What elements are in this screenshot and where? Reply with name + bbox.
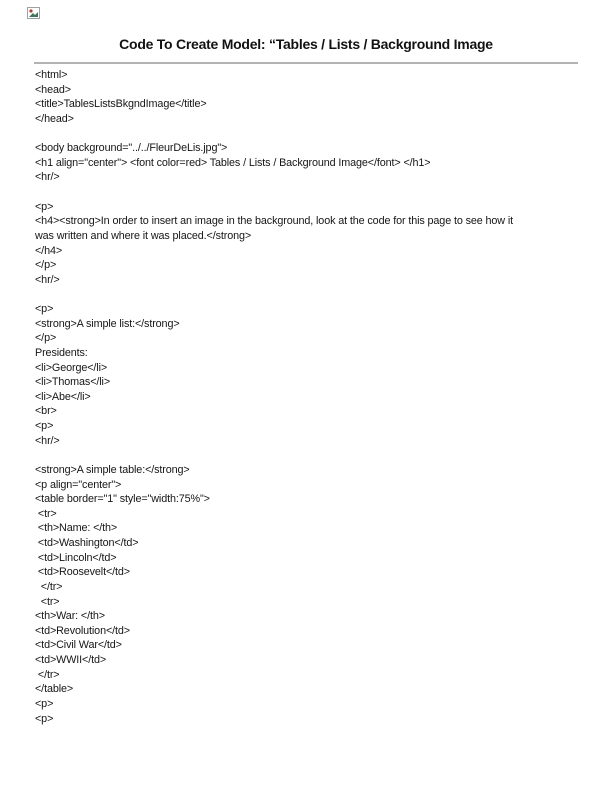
code-line: <table border="1" style="width:75%"> [35,493,210,506]
code-line: <tr> [35,595,60,608]
code-line: <body background="../../FleurDeLis.jpg"> [35,142,228,155]
code-line [35,287,600,302]
code-line: <hr/> [35,434,60,447]
code-line: <h4><strong>In order to insert an image in the background, look at the code for this page to see how it [35,215,514,228]
code-line [35,185,600,200]
page-title: Code To Create Model: “Tables / Lists / Background Image [119,36,493,52]
code-line: <strong>A simple list:</strong> [35,317,180,330]
code-line: </p> [35,332,57,345]
code-line: </head> [35,112,74,125]
code-line: <td>Washington</td> [35,537,139,549]
title-divider [34,62,578,64]
code-line: <strong>A simple table:</strong> [35,463,190,476]
code-line: </tr> [35,580,63,593]
code-line: <p> [35,200,54,213]
code-line: <td>Civil War</td> [35,639,122,652]
code-line: <head> [35,83,71,96]
code-line: </h4> [35,244,63,257]
code-line: <td>Lincoln</td> [35,551,117,564]
code-line: <li>Abe</li> [35,390,91,403]
code-line: <li>Thomas</li> [35,376,111,389]
code-line [35,127,600,142]
code-line: <hr/> [35,273,60,286]
code-line: <p> [35,697,54,710]
code-line: <p align="center"> [35,478,122,491]
code-line: <th>Name: </th> [35,522,118,535]
code-line: <hr/> [35,171,60,184]
code-line: Presidents: [35,346,88,359]
code-line: </table> [35,683,74,696]
code-line: <p> [35,712,54,725]
code-line: <title>TablesListsBkgndImage</title> [35,98,207,111]
code-listing [35,68,600,726]
code-line: </p> [35,259,57,272]
code-line: <td>WWII</td> [35,654,107,666]
code-line: <td>Roosevelt</td> [35,566,130,579]
code-line: was written and where it was placed.</strong> [35,229,252,242]
code-line: <h1 align="center"> <font color=red> Tables / Lists / Background Image</font> </h1> [35,156,431,169]
code-line: <tr> [35,507,57,520]
code-line: <html> [35,69,68,81]
code-line: <p> [35,420,54,432]
code-line: <td>Revolution</td> [35,624,130,637]
code-line: <th>War: </th> [35,610,105,623]
code-line: <br> [35,405,57,418]
broken-image-icon [27,6,40,18]
code-line: <p> [35,303,54,315]
code-line: </tr> [35,668,60,681]
code-line [35,448,600,463]
code-line: <li>George</li> [35,361,108,374]
